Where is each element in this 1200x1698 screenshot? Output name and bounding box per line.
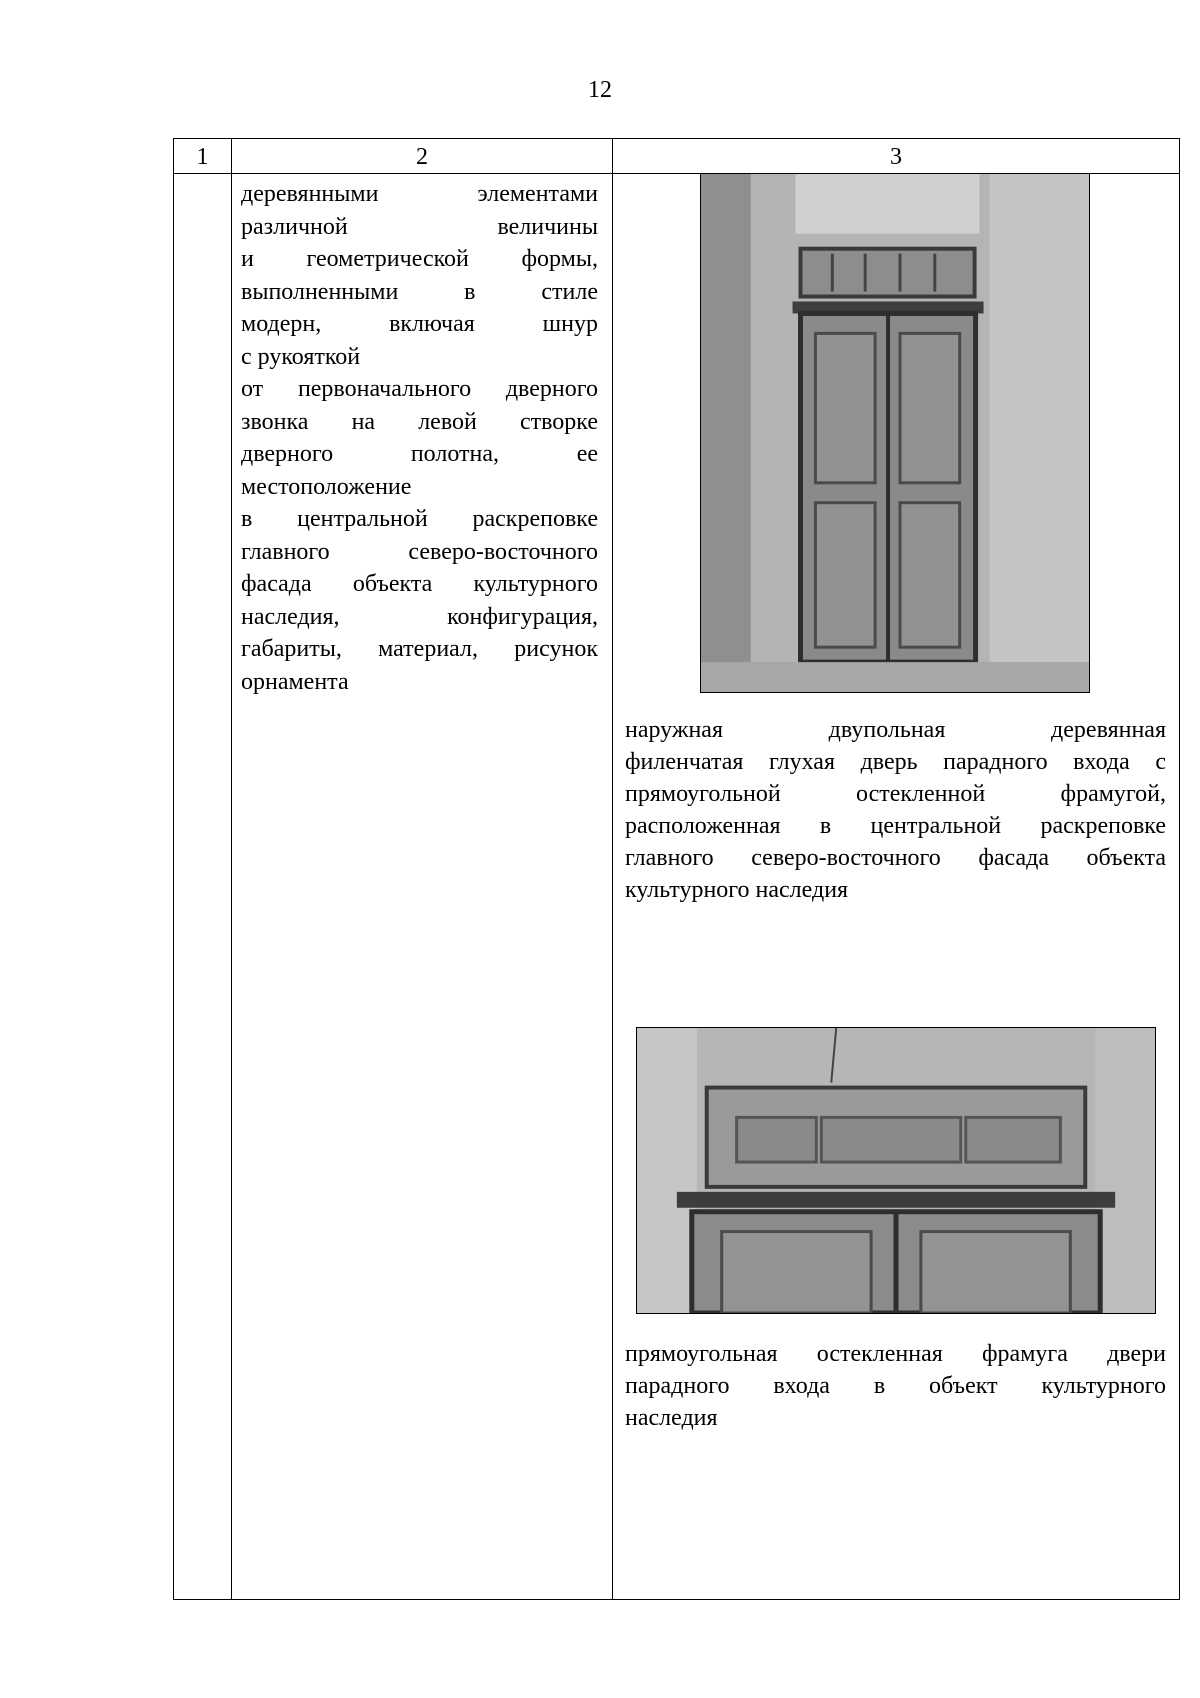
column-header-2: 2 bbox=[416, 144, 428, 170]
description-line: модерн, включая шнур bbox=[241, 311, 598, 337]
transom-photo bbox=[636, 1027, 1156, 1314]
description-line: различной величины bbox=[241, 213, 598, 240]
transom-photo-caption bbox=[625, 1338, 1166, 1434]
door-photo-image bbox=[701, 174, 1089, 692]
description-line: главного северо-восточного bbox=[241, 538, 598, 565]
description-line: в центральной раскреповке bbox=[241, 506, 598, 532]
caption-line: расположенная в центральной раскреповке bbox=[625, 813, 1166, 839]
description-line: выполненными в стиле bbox=[241, 278, 598, 305]
description-line: габариты, материал, рисунок bbox=[241, 636, 598, 662]
column-header-3: 3 bbox=[890, 144, 902, 170]
description-line: орнамента bbox=[241, 668, 349, 695]
description-line: звонка на левой створке bbox=[241, 408, 598, 435]
column-divider bbox=[612, 139, 613, 1599]
transom-photo-image bbox=[637, 1028, 1155, 1313]
column-divider bbox=[231, 139, 232, 1599]
caption-line: прямоугольной остекленной фрамугой, bbox=[625, 781, 1166, 807]
description-line: местоположение bbox=[241, 473, 412, 500]
document-table bbox=[173, 138, 1180, 1600]
description-line: и геометрической формы, bbox=[241, 246, 598, 272]
description-line: фасада объекта культурного bbox=[241, 571, 598, 597]
caption-line: парадного входа в объект культурного bbox=[625, 1373, 1166, 1399]
caption-line: культурного наследия bbox=[625, 877, 849, 903]
caption-line: прямоугольная остекленная фрамуга двери bbox=[625, 1341, 1166, 1367]
element-description bbox=[241, 178, 598, 698]
door-photo bbox=[700, 173, 1090, 693]
description-line: дверного полотна, ее bbox=[241, 441, 598, 467]
caption-line: наследия bbox=[625, 1405, 718, 1431]
caption-line: филенчатая глухая дверь парадного входа с bbox=[625, 749, 1166, 775]
description-line: наследия, конфигурация, bbox=[241, 603, 598, 630]
caption-line: наружная двупольная деревянная bbox=[625, 717, 1166, 743]
caption-line: главного северо-восточного фасада объекта bbox=[625, 845, 1166, 871]
description-line: с рукояткой bbox=[241, 343, 361, 370]
description-line: деревянными элементами bbox=[241, 181, 598, 207]
door-photo-caption bbox=[625, 714, 1166, 906]
page-number: 12 bbox=[588, 77, 612, 103]
description-line: от первоначального дверного bbox=[241, 376, 598, 402]
column-header-1: 1 bbox=[196, 144, 209, 170]
